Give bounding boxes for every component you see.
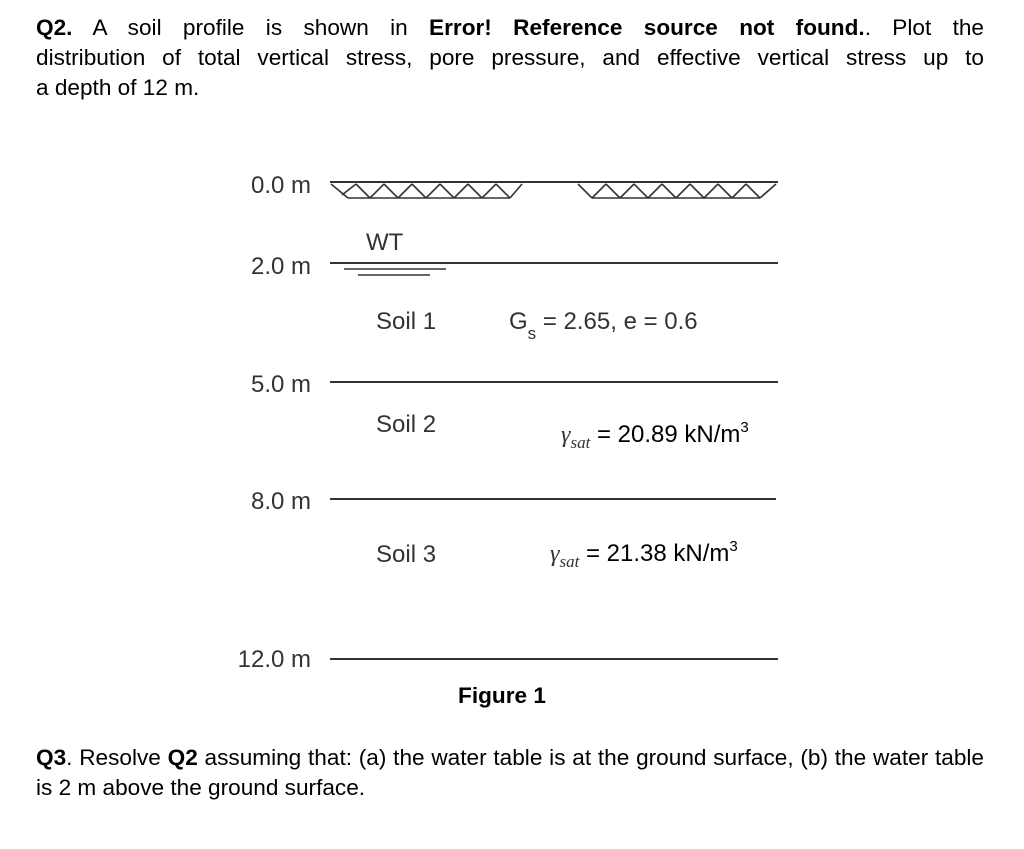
depth-label-12: 12.0 m <box>237 646 311 673</box>
water-table-label: WT <box>366 229 404 256</box>
water-table-symbol <box>330 263 778 275</box>
question-2-label: Q2. <box>36 15 73 40</box>
soil-3-label: Soil 3 <box>376 541 437 568</box>
soil-1-label: Soil 1 <box>376 308 437 335</box>
soil-2-unit-weight: $\gamma_{sat} = 20.89$ $kN/m^3$ <box>561 419 749 452</box>
ground-hatch-left <box>331 184 522 198</box>
soil-1-properties: $G_s = 2.65$, e = 0.6 <box>509 308 698 343</box>
depth-label-5: 5.0 m <box>250 371 311 398</box>
question-2-line-3: a depth of 12 m. <box>36 75 200 100</box>
question-3: Q3. Resolve Q2 assuming that: (a) the water table is at the ground surface, (b) the water table is 2 m above the ground surface. <box>36 745 984 800</box>
broken-reference: Error! Reference source not found. <box>429 15 865 40</box>
question-2-line-2: distribution of total vertical stress, pore pressure, and effective vertical stress up to <box>36 45 984 70</box>
depth-label-0: 0.0 m <box>250 172 311 199</box>
figure-caption: Figure 1 <box>458 683 546 708</box>
depth-label-2: 2.0 m <box>250 253 311 280</box>
ground-hatch-right <box>578 184 776 198</box>
soil-2-label: Soil 2 <box>376 411 437 438</box>
question-3-label: Q3 <box>36 745 67 770</box>
depth-label-8: 8.0 m <box>250 488 311 515</box>
question-2-reference: Q2 <box>167 745 198 770</box>
soil-3-unit-weight: $\gamma_{sat} = 21.38$ $kN/m^3$ <box>550 538 738 571</box>
question-2-line-1: Q2. A soil profile is shown in Error! Reference source not found.. Plot the <box>36 15 984 40</box>
ground-surface <box>330 182 778 198</box>
